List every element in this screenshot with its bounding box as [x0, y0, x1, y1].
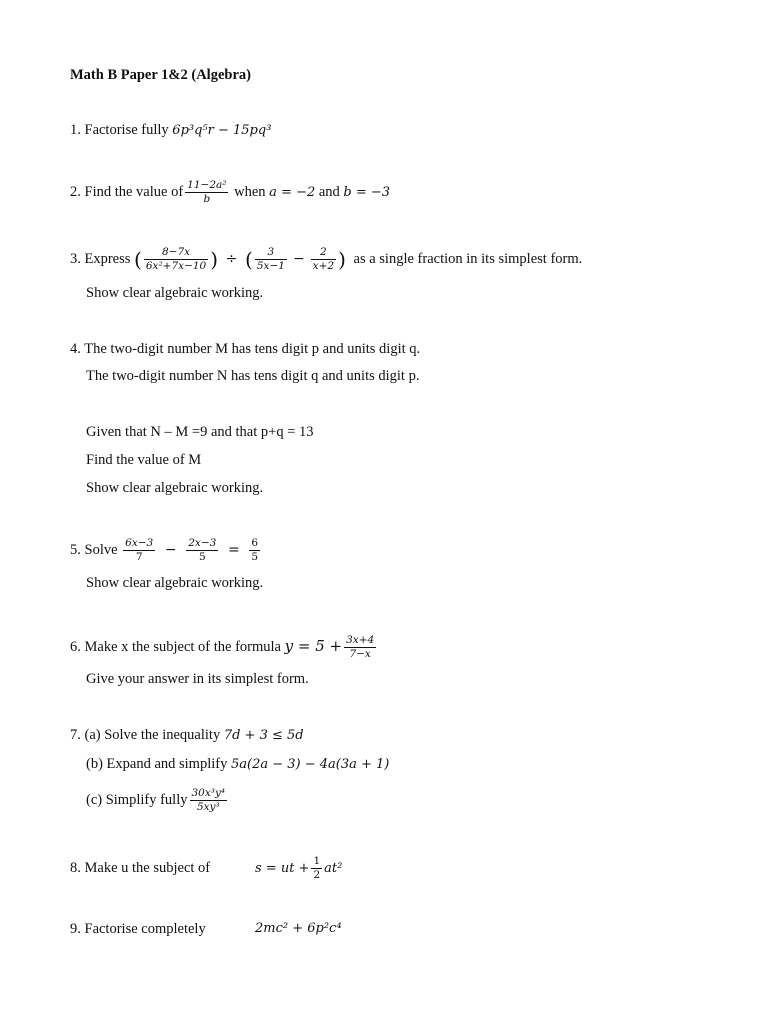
question-5-fraction-1-denominator: 7: [135, 551, 143, 564]
question-8-denominator: 2: [313, 869, 321, 882]
question-7c-fraction: [190, 787, 228, 814]
question-3: 3. Express ( $\frac{8-7x}{\text{6x²+7x−10}}$ ) ÷ ( $\frac{3}{5x-1}$ − $\frac{2}{x+2}$ ) as a single fraction in its simplest form.: [70, 246, 583, 273]
question-3-fraction-3-numerator: 2: [311, 246, 336, 260]
question-1-text: 1. Factorise fully: [70, 122, 169, 138]
question-4-line-1: 4. The two-digit number M has tens digit p and units digit q.: [70, 341, 421, 357]
question-3-fraction-1-numerator: 8−7x: [144, 246, 208, 260]
question-3-show-working: Show clear algebraic working.: [86, 285, 264, 301]
question-2-a-value: a = −2: [269, 185, 316, 200]
minus-sign: −: [292, 251, 305, 267]
question-8-text: 8. Make u the subject of: [70, 860, 211, 876]
question-7b-text: (b) Expand and simplify: [86, 756, 228, 772]
question-3-fraction-1-denominator: 6x²+7x−10: [145, 260, 207, 273]
question-6-numerator: 3x+4: [346, 634, 375, 647]
question-3-fraction-3-denominator: x+2: [312, 260, 335, 273]
question-8-numerator: 1: [313, 855, 321, 868]
question-9-expression: 2mc² + 6p²c⁴: [255, 921, 342, 936]
question-7c-numerator: 30x³y⁴: [191, 787, 226, 800]
question-5-fraction-1-numerator: 6x−3: [125, 537, 154, 550]
question-7c: [86, 785, 229, 815]
question-5-fraction-2: [186, 537, 218, 564]
question-1: [70, 121, 271, 140]
question-3-fraction-2-denominator: 5x−1: [256, 260, 285, 273]
question-5-fraction-2-denominator: 5: [198, 551, 206, 564]
question-5-fraction-3-numerator: 6: [251, 537, 258, 550]
question-4-line-4: Find the value of M: [86, 452, 202, 468]
divide-sign: ÷: [225, 251, 238, 267]
question-2-fraction: [185, 179, 228, 206]
question-7b: [86, 755, 389, 774]
equals-sign: =: [227, 542, 240, 558]
question-3-fraction-3: [311, 246, 336, 273]
question-2-and: and: [318, 184, 340, 200]
question-6-lhs: y = 5 +: [284, 637, 343, 655]
question-2-numerator: 11−2a²: [187, 179, 227, 192]
question-3-fraction-2: [255, 246, 287, 273]
question-4-line-3: Given that N – M =9 and that p+q = 13: [86, 424, 314, 440]
question-3-text: 3. Express: [70, 251, 131, 267]
question-2-b-value: b = −3: [343, 185, 391, 200]
question-6: [70, 631, 378, 662]
question-5-text: 5. Solve: [70, 542, 118, 558]
question-8-formula: [255, 853, 342, 884]
question-5-fraction-2-numerator: 2x−3: [188, 537, 217, 550]
question-3-tail: as a single fraction in its simplest form.: [353, 251, 583, 267]
question-7a-expression: 7d + 3 ≤ 5d: [223, 728, 304, 743]
question-3-fraction-2-numerator: 3: [255, 246, 287, 260]
minus-sign: −: [164, 542, 177, 558]
question-5: [70, 535, 262, 565]
question-1-expression: 6p³q⁵r − 15pq³: [172, 123, 272, 138]
question-7a: [70, 726, 304, 745]
question-5-fraction-3-denominator: 5: [251, 551, 258, 564]
question-2-text: 2. Find the value of: [70, 184, 184, 200]
question-9-text: 9. Factorise completely: [70, 921, 206, 937]
question-4-line-2: The two-digit number N has tens digit q and units digit p.: [86, 368, 420, 384]
question-2: [70, 178, 390, 207]
question-6-denominator: 7−x: [349, 648, 371, 661]
question-5-show-working: Show clear algebraic working.: [86, 575, 264, 591]
question-8-fraction: [311, 855, 322, 882]
question-6-text: 6. Make x the subject of the formula: [70, 639, 281, 655]
question-6-line-2: Give your answer in its simplest form.: [86, 671, 309, 687]
question-5-fraction-3: [249, 537, 260, 564]
question-8-lhs: s = ut +: [255, 861, 310, 876]
question-7c-text: (c) Simplify fully: [86, 792, 188, 808]
question-6-fraction: [344, 634, 376, 661]
question-3-fraction-1: [144, 246, 208, 273]
question-2-when: when: [234, 184, 266, 200]
question-8-tail: at²: [324, 861, 343, 876]
question-4-show-working: Show clear algebraic working.: [86, 480, 264, 496]
question-7c-denominator: 5xy³: [196, 801, 220, 814]
question-7a-text: 7. (a) Solve the inequality: [70, 727, 221, 743]
question-5-fraction-1: [123, 537, 155, 564]
question-7b-expression: 5a(2a − 3) − 4a(3a + 1): [230, 757, 390, 772]
page-title: Math B Paper 1&2 (Algebra): [70, 67, 251, 83]
question-2-denominator: b: [203, 193, 211, 206]
